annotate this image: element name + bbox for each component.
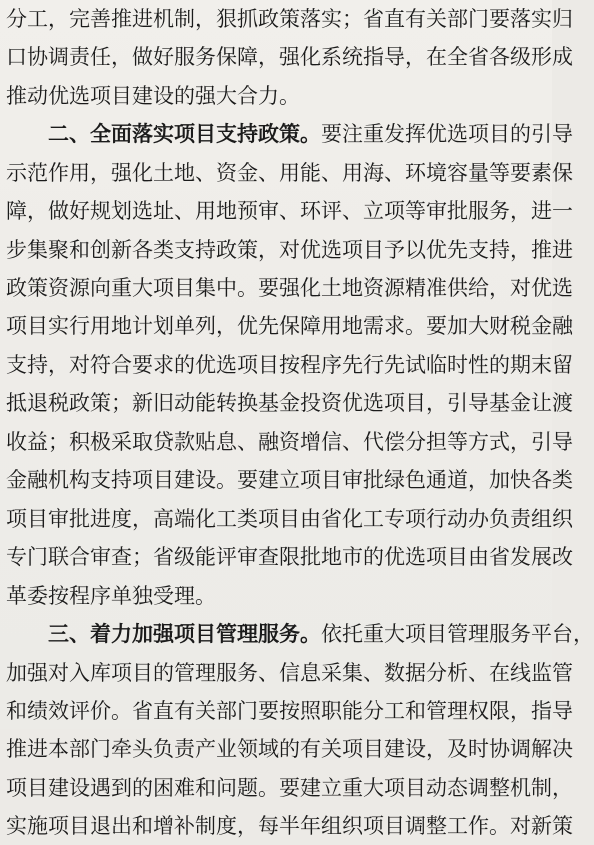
text-line: 实 施 项 目 退 出 和 增 补 制 度 ， 每 半 年 组 织 项 目 调 整 工 作 。 对 新 策 <box>6 814 573 838</box>
text-line: 项 目 实 行 用 地 计 划 单 列 ， 优 先 保 障 用 地 需 求 。 要 加 大 财 税 金 融 <box>6 314 573 338</box>
text-line: 收 益 ； 积 极 采 取 贷 款 贴 息 、 融 资 增 信 、 代 偿 分 担 等 方 式 ， 引 导 <box>6 430 573 454</box>
text-line: 二 、 全 面 落 实 项 目 支 持 政 策 。 要 注 重 发 挥 优 选 项 目 的 引 导 <box>48 122 573 146</box>
text-line: 金 融 机 构 支 持 项 目 建 设 。 要 建 立 项 目 审 批 绿 色 通 道 ， 加 快 各 类 <box>6 468 573 492</box>
text-line: 项 目 建 设 遇 到 的 困 难 和 问 题 。 要 建 立 重 大 项 目 动 态 调 整 机 制 ， <box>6 776 573 800</box>
line-text: 革委按程序单独受理。 <box>6 584 216 608</box>
text-line: 项 目 审 批 进 度 ， 高 端 化 工 类 项 目 由 省 化 工 专 项 行 动 办 负 责 组 织 <box>6 507 573 531</box>
text-line: 和 绩 效 评 价 。 省 直 有 关 部 门 要 按 照 职 能 分 工 和 管 理 权 限 ， 指 导 <box>6 699 573 723</box>
text-line: 障 ， 做 好 规 划 选 址 、 用 地 预 审 、 环 评 、 立 项 等 审 批 服 务 ， 进 一 <box>6 199 573 223</box>
text-line <box>6 577 216 615</box>
text-line: 抵 退 税 政 策 ； 新 旧 动 能 转 换 基 金 投 资 优 选 项 目 ， 引 导 基 金 让 渡 <box>6 391 573 415</box>
text-line: 分 工 ， 完 善 推 进 机 制 ， 狠 抓 政 策 落 实 ； 省 直 有 关 部 门 要 落 实 归 <box>6 7 573 31</box>
text-line: 专 门 联 合 审 查 ； 省 级 能 评 审 查 限 批 地 市 的 优 选 项 目 由 省 发 展 改 <box>6 545 573 569</box>
text-line: 支 持 ， 对 符 合 要 求 的 优 选 项 目 按 程 序 先 行 先 试 临 时 性 的 期 末 留 <box>6 353 573 377</box>
text-line: 口 协 调 责 任 ， 做 好 服 务 保 障 ， 强 化 系 统 指 导 ， 在 全 省 各 级 形 成 <box>6 45 573 69</box>
text-line <box>6 77 300 115</box>
text-line: 政 策 资 源 向 重 大 项 目 集 中 。 要 强 化 土 地 资 源 精 准 供 给 ， 对 优 选 <box>6 276 573 300</box>
line-text: 推动优选项目建设的强大合力。 <box>6 84 300 108</box>
text-line: 推 进 本 部 门 牵 头 负 责 产 业 领 域 的 有 关 项 目 建 设 ， 及 时 协 调 解 决 <box>6 737 573 761</box>
text-line: 加 强 对 入 库 项 目 的 管 理 服 务 、 信 息 采 集 、 数 据 分 析 、 在 线 监 管 <box>6 661 573 685</box>
text-line: 步 集 聚 和 创 新 各 类 支 持 政 策 ， 对 优 选 项 目 予 以 优 先 支 持 ， 推 进 <box>6 238 573 262</box>
text-line: 示 范 作 用 ， 强 化 土 地 、 资 金 、 用 能 、 用 海 、 环 境 容 量 等 要 素 保 <box>6 161 573 185</box>
text-line: 三 、 着 力 加 强 项 目 管 理 服 务 。 依 托 重 大 项 目 管 理 服 务 平 台 ， <box>48 622 594 646</box>
